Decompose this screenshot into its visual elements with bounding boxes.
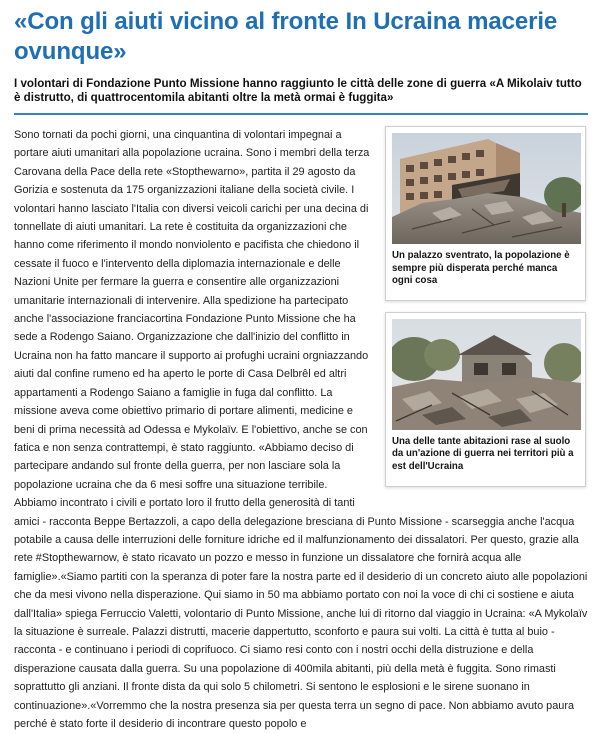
article-headline: «Con gli aiuti vicino al fronte In Ucraina macerie ovunque» <box>14 8 558 65</box>
photo-sidebar <box>385 126 586 498</box>
article-body-text: Sono tornati da pochi giorni, una cinquantina di volontari impegnai a portare aiuti umanitari alla popolazione ucraina. Sono i membri della terza Carovana della Pace della rete «Stopthewarno», partita il 29 agosto da Gorizia e sostenuta da 175 organizzazioni italiane della società civile. I volontari hanno lasciato l'Italia con diversi veicoli carichi per una decina di tonnellate di aiuti umanitari. La rete è costituita da organizzazioni che hanno come riferimento il mondo nonviolento e pacifista che chiedono il cessate il fuoco e l'intervento della diplomazia internazionale e delle Nazioni Unite per fermare la guerra e consentire alle organizzazioni umanitarie internazionali di intervenire. Alla spedizione ha partecipato anche l'associazione franciacortina Fondazione Punto Missione che ha sede a Rodengo Saiano. Organizzazione che dall'inizio del conflitto in Ucraina non ha fatto mancare il supporto ai profughi ucraini orgniazzando aiuti dal confine rumeno ed ha aperto le porte di Casa Delbrêl ed altri appartamenti a Rodengo Saiano a famiglie in fuga dal conflitto. La missione aveva come obiettivo primario di portare alimenti, medicine e beni di prima necessità ad Odessa e Mykolaïv. E l'obiettivo, anche se con fatica e non senza contrattempi, è stato raggiunto. «Abbiamo deciso di partecipare andando sul fronte della guerra, per non lasciare sola la popolazione ucraina che da 6 mesi soffre una situazione terribile. Abbiamo incontrato i civili e portato loro il frutto della generosità di tanti amici - racconta Beppe Bertazzoli, a capo della delegazione bresciana di Punto Missione - scarseggia anche l'acqua potabile a causa delle interruzioni delle forniture idriche ed il malfunzionamento dei dissalatori. Per questo, grazie alla rete #Stopthewarnow, è stato ricavato un pozzo e messo in funzione un dissalatore che fornirà acqua alle famiglie».«Siamo partiti con la speranza di poter fare la nostra parte ed il desiderio di un concreto aiuto alle popolazioni che da mesi vivono nella disperazione. Qui siamo in 50 ma abbiamo portato con noi la voce di chi ci sostiene e aiuta dall'Italia» spiega Ferruccio Valetti, volontario di Punto Missione, anche lui di ritorno dal viaggio in Ucraina: «A Mykolaïv la situazione è surreale. Palazzi distrutti, macerie dappertutto, sconforto e paura sui volti. La città è tutta al buio - racconta - e continuano i periodi di coprifuoco. Ci siamo resi conto con i nostri occhi della distruzione e della disperazione causata dalla guerra. Su una popolazione di 400mila abitanti, più della metà è fuggita. Sono rimasti soprattutto gli anziani. Il fronte dista da qui solo 5 chilometri. Si sentono le esplosioni e le sirene suonano in continuazione».«Vorremmo che la nostra presenza sia per questa terra un segno di pace. Non abbiamo avuto paura perché è stato forte il desiderio di incontrare questo popolo e <box>14 129 588 730</box>
photo-figure-2 <box>385 312 586 487</box>
destroyed-building-photo <box>392 133 581 244</box>
rubble-house-photo <box>392 319 581 430</box>
article-content <box>14 126 588 733</box>
photo-caption-1: Un palazzo sventrato, la popolazione è sempre più disperata perché manca ogni cosa <box>392 250 570 287</box>
photo-figure-1 <box>385 126 586 301</box>
article-subheadline: I volontari di Fondazione Punto Missione hanno raggiunto le città delle zone di guerra «A Mikolaiv tutto è distrutto, di quattrocentomila abitanti oltre la metà ormai è fuggita» <box>14 77 588 115</box>
photo-caption-2: Una delle tante abitazioni rase al suolo da un'azione di guerra nei territori più a est dell'Ucraina <box>392 435 574 472</box>
